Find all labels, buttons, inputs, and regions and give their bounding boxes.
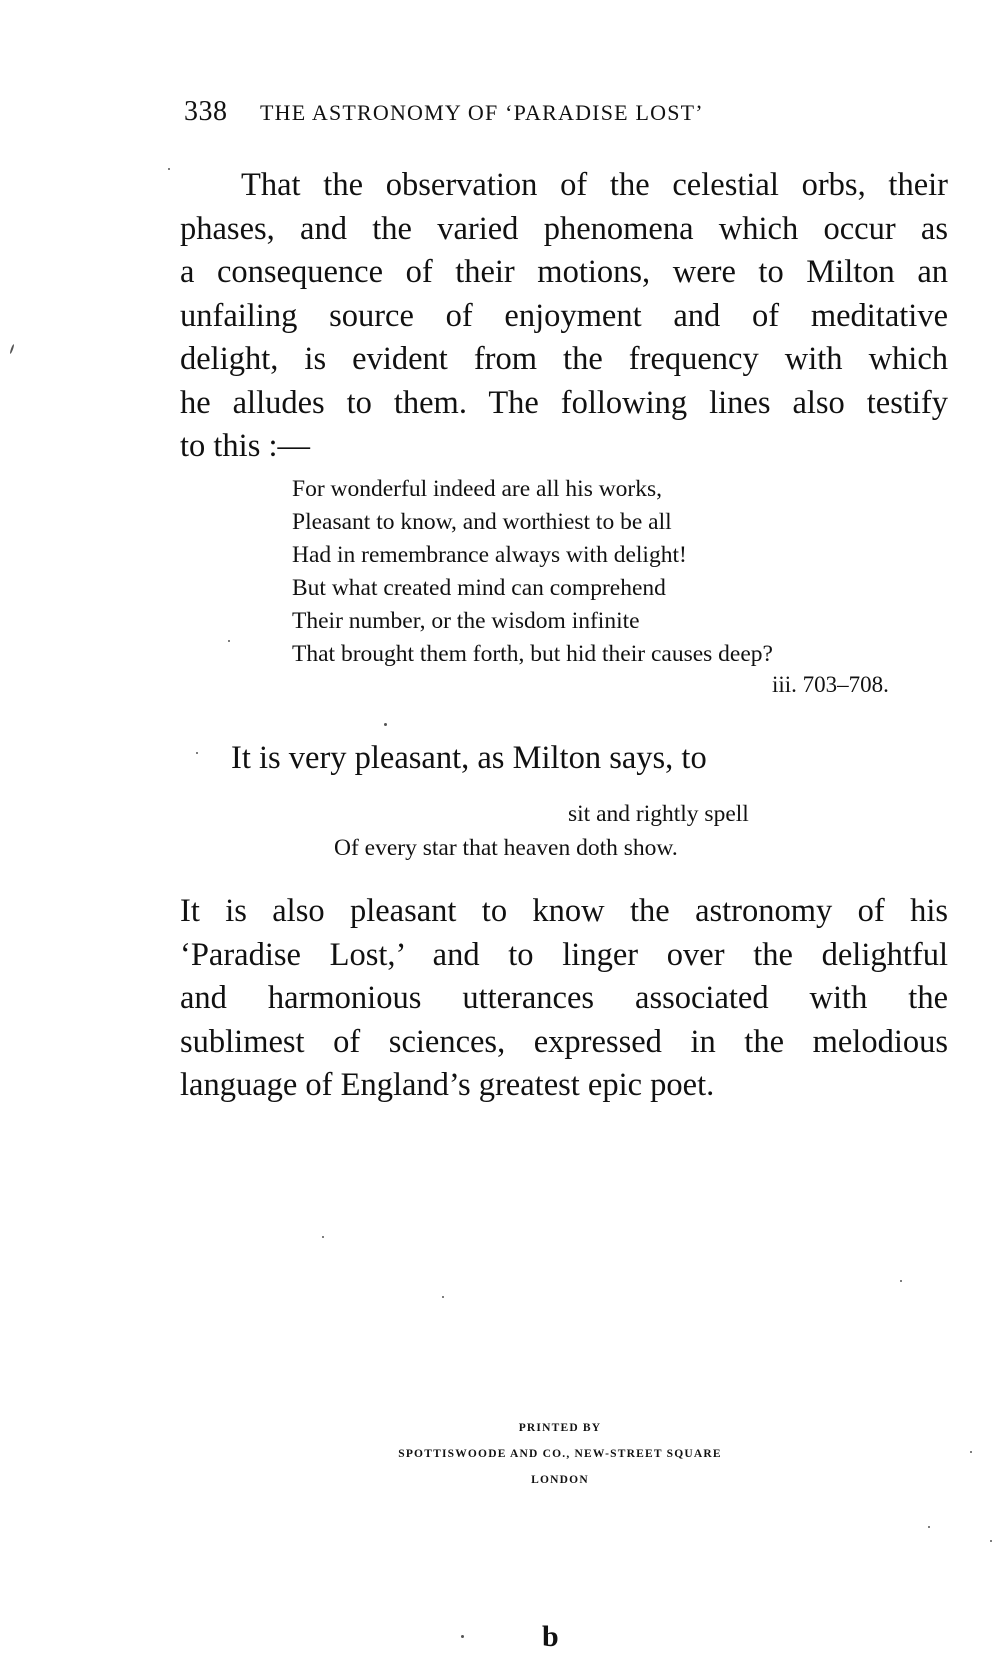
scan-speck <box>970 1451 972 1453</box>
paragraph-line: It is also pleasant to know the astronomy of his <box>180 893 948 929</box>
scan-speck <box>384 723 387 726</box>
signature-mark: b <box>542 1620 559 1653</box>
verse-quotation-1 <box>292 473 773 671</box>
running-title: THE ASTRONOMY OF ‘PARADISE LOST’ <box>260 100 704 125</box>
running-head <box>184 96 884 128</box>
verse-line: Had in remembrance always with delight! <box>292 542 687 568</box>
scan-speck <box>900 1280 902 1282</box>
printer-imprint-line: SPOTTISWOODE AND CO., NEW-STREET SQUARE <box>398 1448 722 1460</box>
page-number: 338 <box>184 96 228 127</box>
verse-citation: iii. 703–708. <box>772 672 889 697</box>
paragraph-line: unfailing source of enjoyment and of meditative <box>180 297 948 334</box>
scan-speck <box>196 752 198 754</box>
scan-speck <box>442 1296 444 1298</box>
scan-speck <box>461 1635 464 1638</box>
verse-line: sit and rightly spell <box>568 801 749 827</box>
paragraph-line: language of England’s greatest epic poet. <box>180 1067 715 1103</box>
paragraph-line: he alludes to them. The following lines also testify <box>180 384 948 421</box>
scan-speck <box>228 640 230 642</box>
verse-line: Their number, or the wisdom infinite <box>292 608 640 634</box>
paragraph-1 <box>180 164 948 469</box>
scan-speck <box>990 1540 992 1542</box>
paragraph-line: That the observation of the celestial orbs, their <box>241 167 948 203</box>
scan-speck <box>928 1526 930 1528</box>
paragraph-line: and harmonious utterances associated with the <box>180 980 948 1016</box>
paragraph-line: ‘Paradise Lost,’ and to linger over the delightful <box>180 936 948 973</box>
paragraph-line: a consequence of their motions, were to Milton an <box>180 254 948 290</box>
verse-line: That brought them forth, but hid their causes deep? <box>292 641 773 667</box>
verse-line: Of every star that heaven doth show. <box>334 835 678 861</box>
verse-line: Pleasant to know, and worthiest to be all <box>292 509 672 535</box>
scan-speck <box>322 1236 324 1238</box>
verse-line: But what created mind can comprehend <box>292 575 666 601</box>
paragraph-line: sublimest of sciences, expressed in the melodious <box>180 1023 948 1060</box>
printer-imprint-line: PRINTED BY <box>518 1422 602 1434</box>
paragraph-line: to this :— <box>180 428 311 464</box>
scan-speck <box>9 344 14 354</box>
paragraph-line: phases, and the varied phenomena which occur as <box>180 210 948 247</box>
paragraph-line: delight, is evident from the frequency with which <box>180 341 948 377</box>
paragraph-2: It is very pleasant, as Milton says, to <box>231 740 707 776</box>
verse-line: For wonderful indeed are all his works, <box>292 476 663 502</box>
printer-imprint-line: LONDON <box>531 1474 589 1486</box>
paragraph-3 <box>180 890 948 1108</box>
scan-speck <box>168 168 170 170</box>
